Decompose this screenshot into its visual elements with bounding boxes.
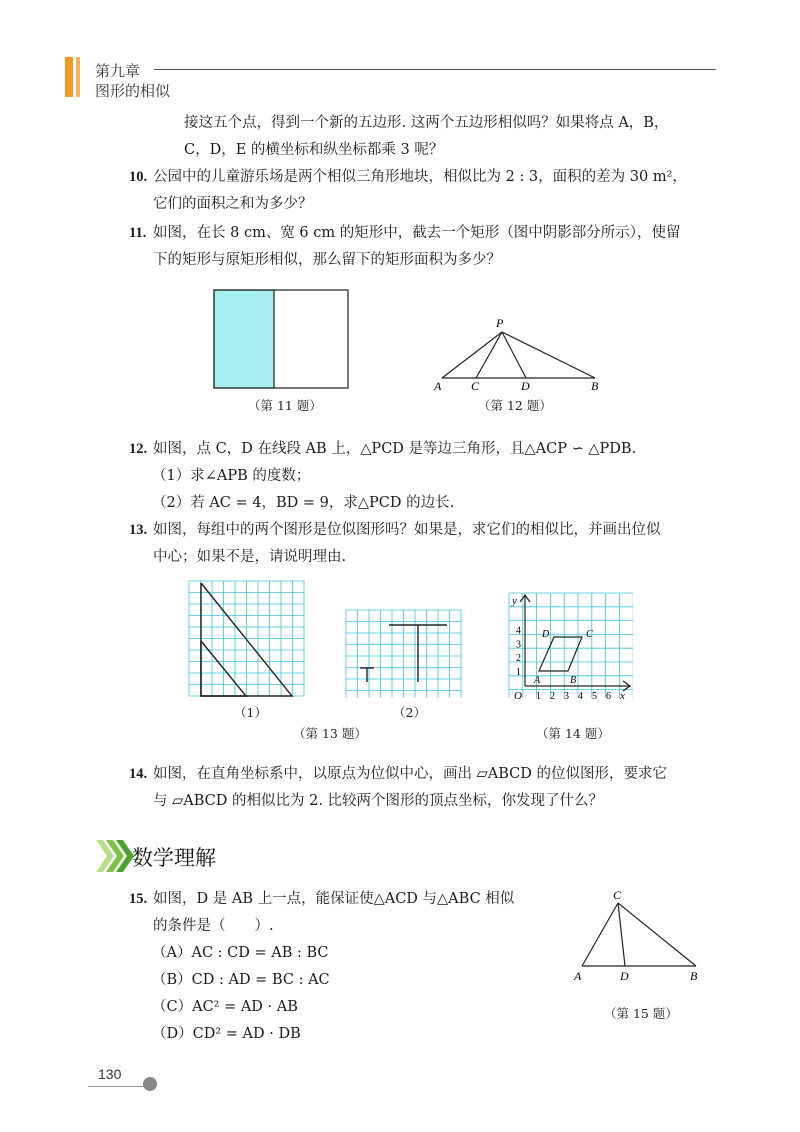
figure-12-triangle (430, 312, 605, 392)
figure-14-caption: （第 14 题） (536, 726, 610, 741)
figure-12-label-b: B (591, 379, 599, 392)
figure-13-2-caption: （2） (393, 705, 426, 720)
problem-11-line2: 下的矩形与原矩形相似，那么留下的矩形面积为多少？ (153, 252, 501, 268)
problem-11-number: 11. (129, 225, 147, 241)
problem-10-number: 10. (129, 169, 148, 185)
page-dot-icon (143, 1077, 157, 1091)
figure-13-1-caption: （1） (234, 705, 267, 720)
problem-11-line1: 如图，在长 8 cm、宽 6 cm 的矩形中，截去一个矩形（图中阴影部分所示），使留 (153, 225, 681, 241)
section-heading-math-understanding: 数学理解 (132, 846, 216, 870)
problem-15-line2: 的条件是（ ）. (153, 918, 274, 934)
figure-13-caption: （第 13 题） (293, 726, 367, 741)
figure-14-coordinate-grid (508, 592, 633, 700)
problem-14-line2: 与 ▱ABCD 的相似比为 2. 比较两个图形的顶点坐标，你发现了什么？ (153, 793, 604, 809)
figure-14-xtick: 3 (564, 691, 569, 700)
problem-15-option-d: （D）CD² = AD · DB (152, 1026, 301, 1042)
figure-14-origin: O (514, 690, 522, 700)
figure-14-axis-x: x (620, 690, 625, 700)
figure-14-label-a: A (534, 675, 541, 686)
problem-9-continuation-line2: C，D，E 的横坐标和纵坐标都乘 3 呢？ (184, 142, 444, 158)
figure-14-ytick: 2 (516, 653, 521, 665)
problem-10-line2: 它们的面积之和为多少？ (153, 196, 313, 212)
header-rule (154, 69, 716, 70)
problem-12-number: 12. (129, 441, 148, 457)
figure-15-label-d: D (620, 969, 629, 983)
problem-12-line1: 如图，点 C，D 在线段 AB 上，△PCD 是等边三角形，且△ACP ∽ △PDB. (153, 441, 637, 457)
figure-14-ytick: 3 (516, 639, 521, 651)
problem-15-option-a: （A）AC : CD = AB : BC (152, 945, 329, 961)
problem-15-line1: 如图，D 是 AB 上一点，能保证使△ACD 与△ABC 相似 (153, 891, 515, 907)
figure-15-triangle (570, 886, 705, 986)
problem-15-number: 15. (129, 891, 148, 907)
figure-11-caption: （第 11 题） (248, 398, 322, 413)
chapter-accent-bar (65, 57, 73, 97)
page-number: 130 (98, 1066, 122, 1082)
figure-14-xtick: 4 (578, 691, 583, 700)
figure-12-label-c: C (471, 379, 480, 392)
figure-14-xtick: 6 (606, 691, 611, 700)
figure-12-label-p: P (496, 316, 504, 330)
figure-13-2-grid (345, 609, 463, 700)
figure-15-label-c: C (613, 888, 622, 902)
figure-11-rectangle (210, 286, 352, 392)
figure-15-caption: （第 15 题） (604, 1006, 678, 1021)
chevron-arrows-icon (92, 838, 134, 874)
chapter-title: 第九章 (95, 62, 141, 80)
problem-10-line1: 公园中的儿童游乐场是两个相似三角形地块，相似比为 2 : 3，面积的差为 30 m²， (153, 169, 687, 185)
problem-13-line2: 中心；如果不是，请说明理由. (153, 549, 347, 565)
figure-14-xtick: 5 (592, 691, 597, 700)
problem-9-continuation-line1: 接这五个点，得到一个新的五边形. 这两个五边形相似吗？如果将点 A，B， (184, 115, 669, 131)
figure-14-ytick: 1 (516, 667, 521, 678)
problem-12-sub2: （2）若 AC = 4，BD = 9，求△PCD 的边长. (152, 495, 455, 511)
problem-13-line1: 如图，每组中的两个图形是位似图形吗？如果是，求它们的相似比，并画出位似 (153, 522, 661, 538)
figure-14-xtick: 2 (550, 691, 555, 700)
problem-14-number: 14. (129, 766, 148, 782)
problem-12-sub1: （1）求∠APB 的度数； (152, 468, 311, 484)
problem-13-number: 13. (129, 522, 148, 538)
figure-15-label-b: B (690, 969, 698, 983)
section-title: 图形的相似 (95, 82, 171, 100)
figure-12-caption: （第 12 题） (478, 398, 552, 413)
problem-14-line1: 如图，在直角坐标系中，以原点为位似中心，画出 ▱ABCD 的位似图形，要求它 (153, 766, 667, 782)
problem-15-option-b: （B）CD : AD = BC : AC (152, 972, 330, 988)
chapter-accent-bar-light (76, 57, 80, 97)
problem-15-option-c: （C）AC² = AD · AB (152, 999, 298, 1015)
figure-14-ytick: 4 (516, 625, 521, 637)
figure-15-label-a: A (574, 969, 582, 983)
figure-14-axis-y: y (512, 595, 517, 607)
figure-11-shaded-region (214, 290, 274, 388)
figure-13-1-grid (188, 580, 306, 700)
figure-12-label-d: D (521, 379, 530, 392)
figure-14-label-c: C (586, 629, 593, 640)
figure-12-label-a: A (434, 379, 442, 392)
figure-14-label-d: D (542, 629, 550, 640)
figure-14-xtick: 1 (536, 691, 541, 700)
figure-14-label-b: B (570, 675, 577, 686)
page-number-rule (88, 1086, 148, 1087)
